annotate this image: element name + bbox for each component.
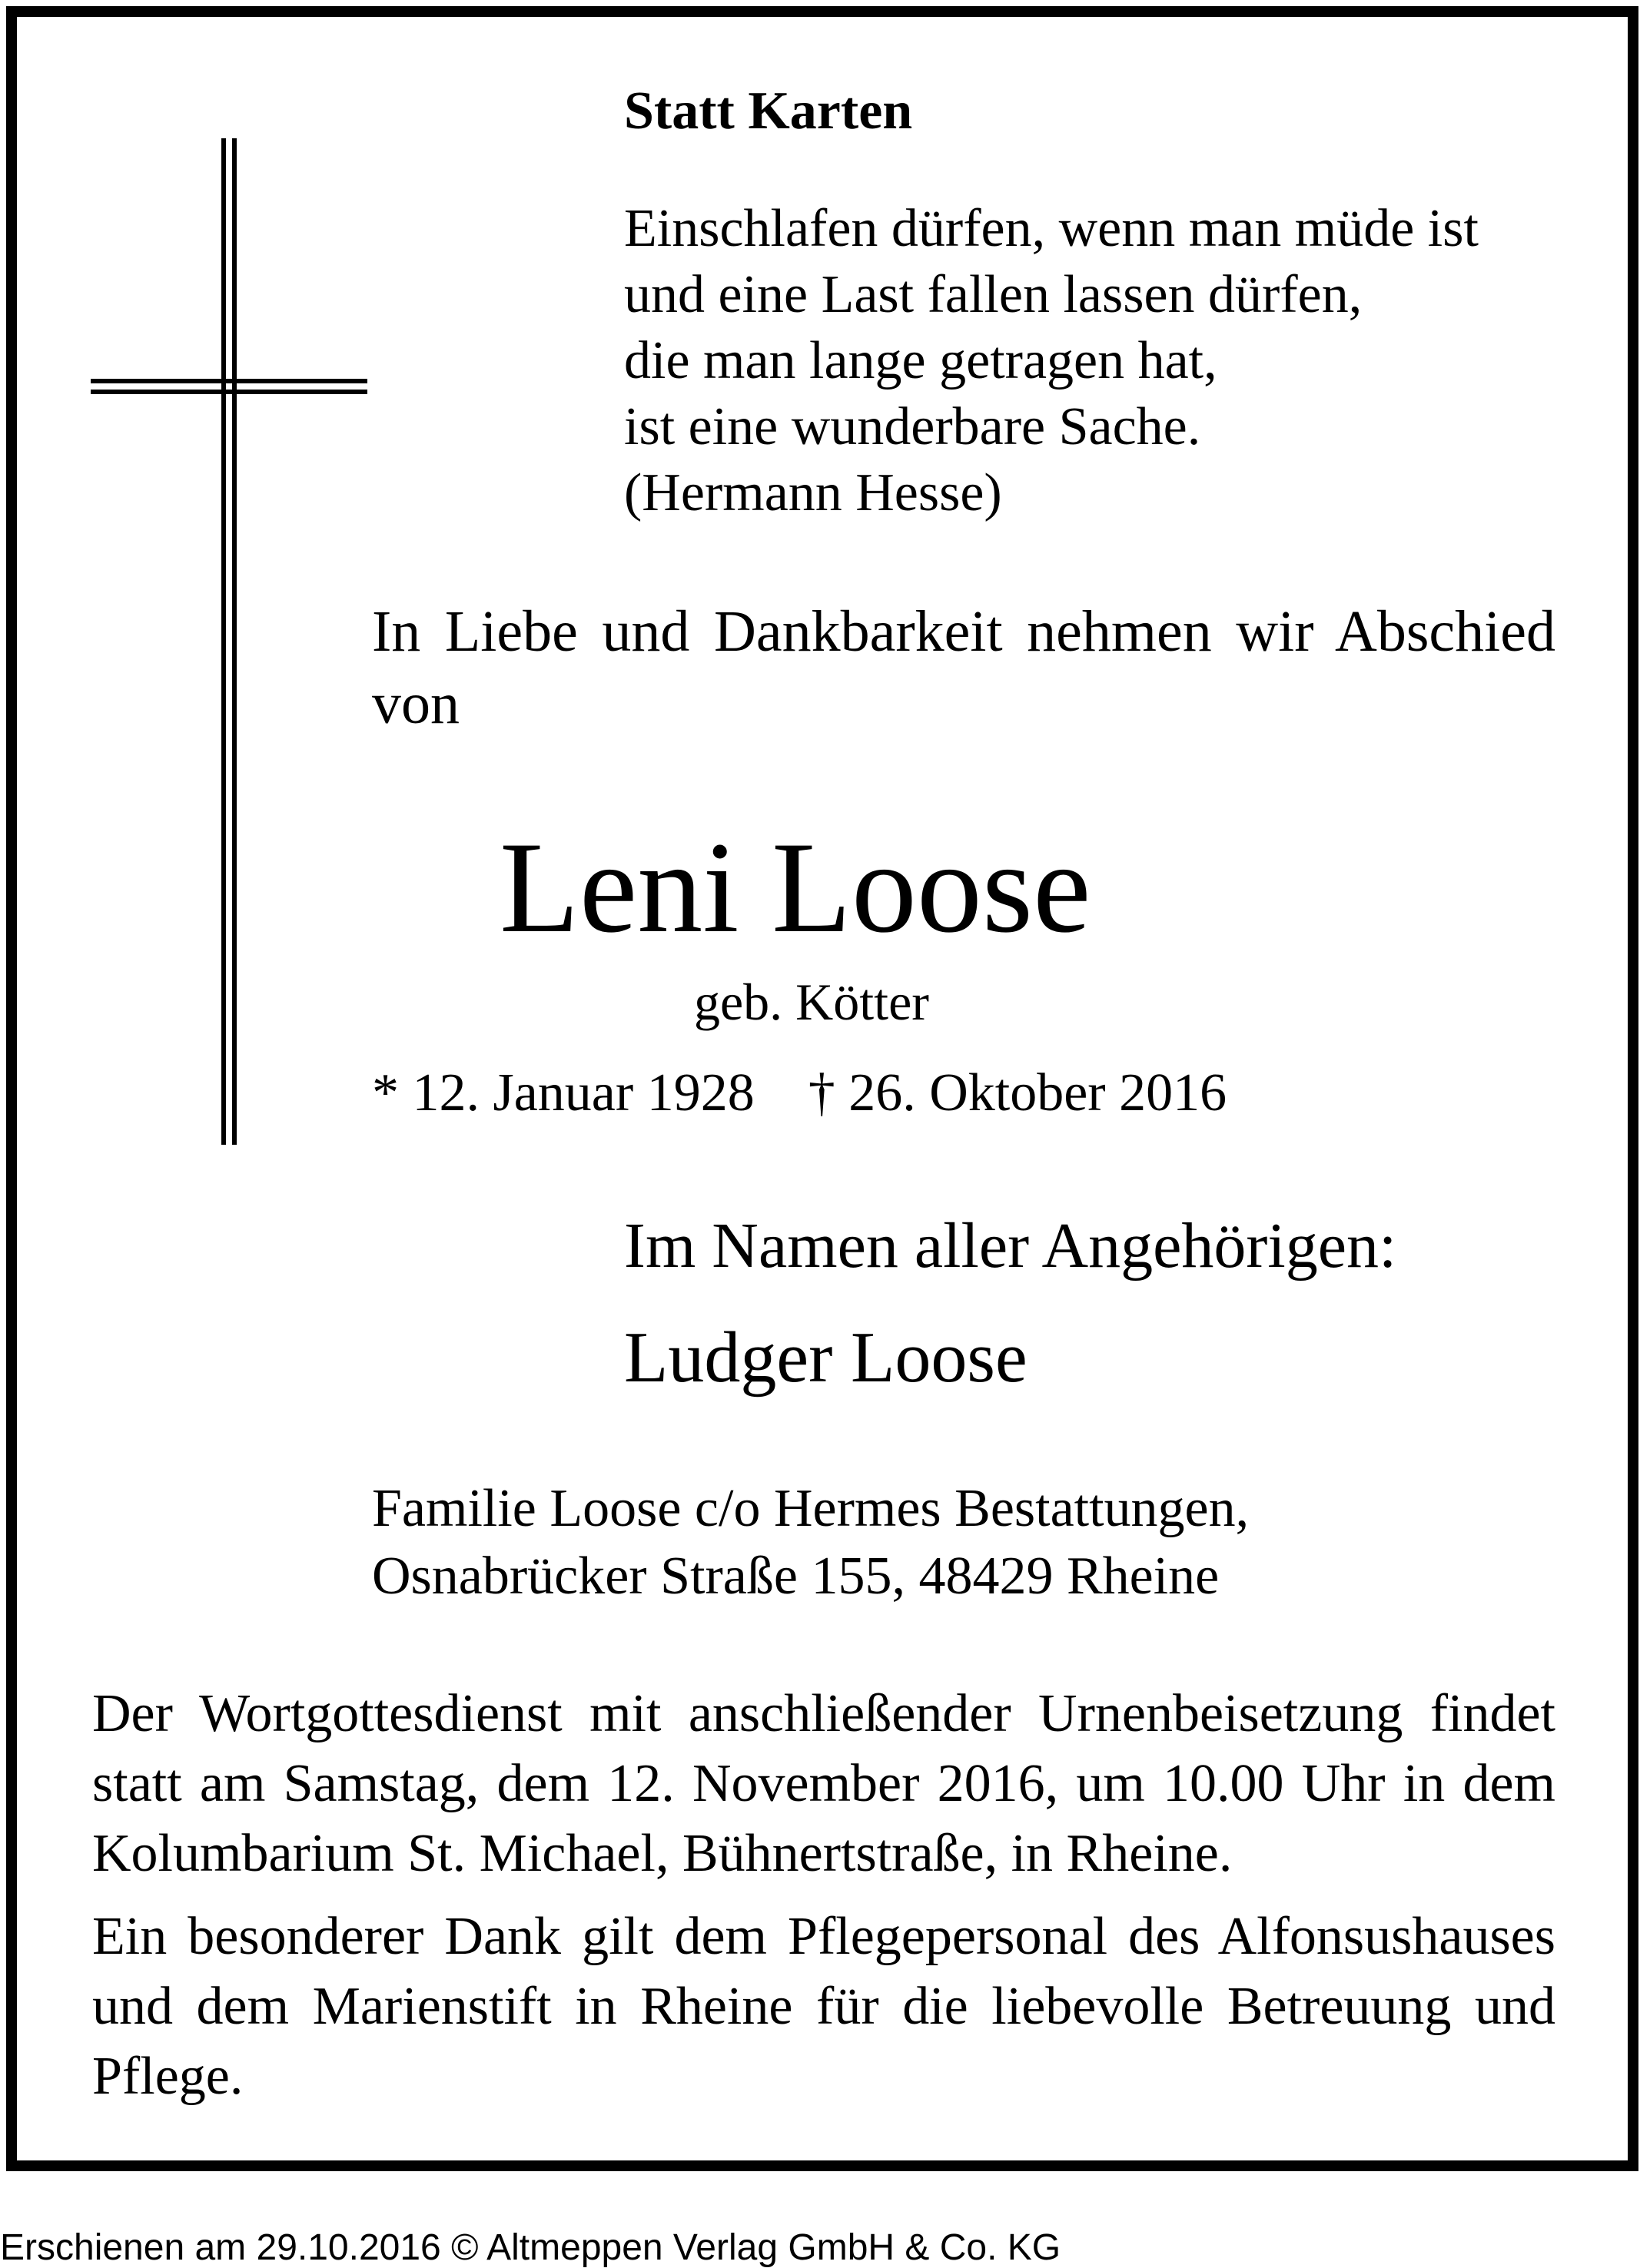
death-date: † 26. Oktober 2016 bbox=[808, 1063, 1227, 1122]
contact-address bbox=[372, 1475, 1249, 1610]
birth-name: geb. Kötter bbox=[694, 973, 929, 1031]
service-paragraph: Der Wortgottesdienst mit anschließender Urnenbeisetzung findet statt am Samstag, dem 12. November 2016, um 10.00 Uhr in dem Kolumbarium St. Michael, Bühnertstraße, in Rheine. bbox=[92, 1684, 1555, 1883]
cross-icon bbox=[91, 138, 367, 1145]
signer-name: Ludger Loose bbox=[624, 1318, 1028, 1398]
thanks-paragraph: Ein besonderer Dank gilt dem Pflegepersonal des Alfonsushauses und dem Marienstift in Rheine für die liebevolle Betreuung und Pflege. bbox=[92, 1907, 1555, 2106]
birth-date: * 12. Januar 1928 bbox=[372, 1063, 755, 1122]
on-behalf-line: Im Namen aller Angehörigen: bbox=[624, 1210, 1397, 1282]
poem-line: die man lange getragen hat, bbox=[624, 331, 1217, 390]
notice-heading: Statt Karten bbox=[624, 81, 913, 141]
publication-footer: Erschienen am 29.10.2016 © Altmeppen Verlag GmbH & Co. KG bbox=[0, 2227, 1061, 2268]
deceased-name: Leni Loose bbox=[500, 815, 1091, 960]
poem-line: Einschlafen dürfen, wenn man müde ist bbox=[624, 199, 1479, 258]
poem-quote bbox=[624, 196, 1479, 526]
poem-line: und eine Last fallen lassen dürfen, bbox=[624, 265, 1363, 324]
life-dates bbox=[372, 1063, 1227, 1122]
poem-author: (Hermann Hesse) bbox=[624, 463, 1002, 522]
poem-line: ist eine wunderbare Sache. bbox=[624, 397, 1201, 456]
farewell-intro: In Liebe und Dankbarkeit nehmen wir Abschied von bbox=[372, 599, 1555, 736]
address-line: Osnabrücker Straße 155, 48429 Rheine bbox=[372, 1547, 1220, 1606]
address-line: Familie Loose c/o Hermes Bestattungen, bbox=[372, 1479, 1250, 1538]
